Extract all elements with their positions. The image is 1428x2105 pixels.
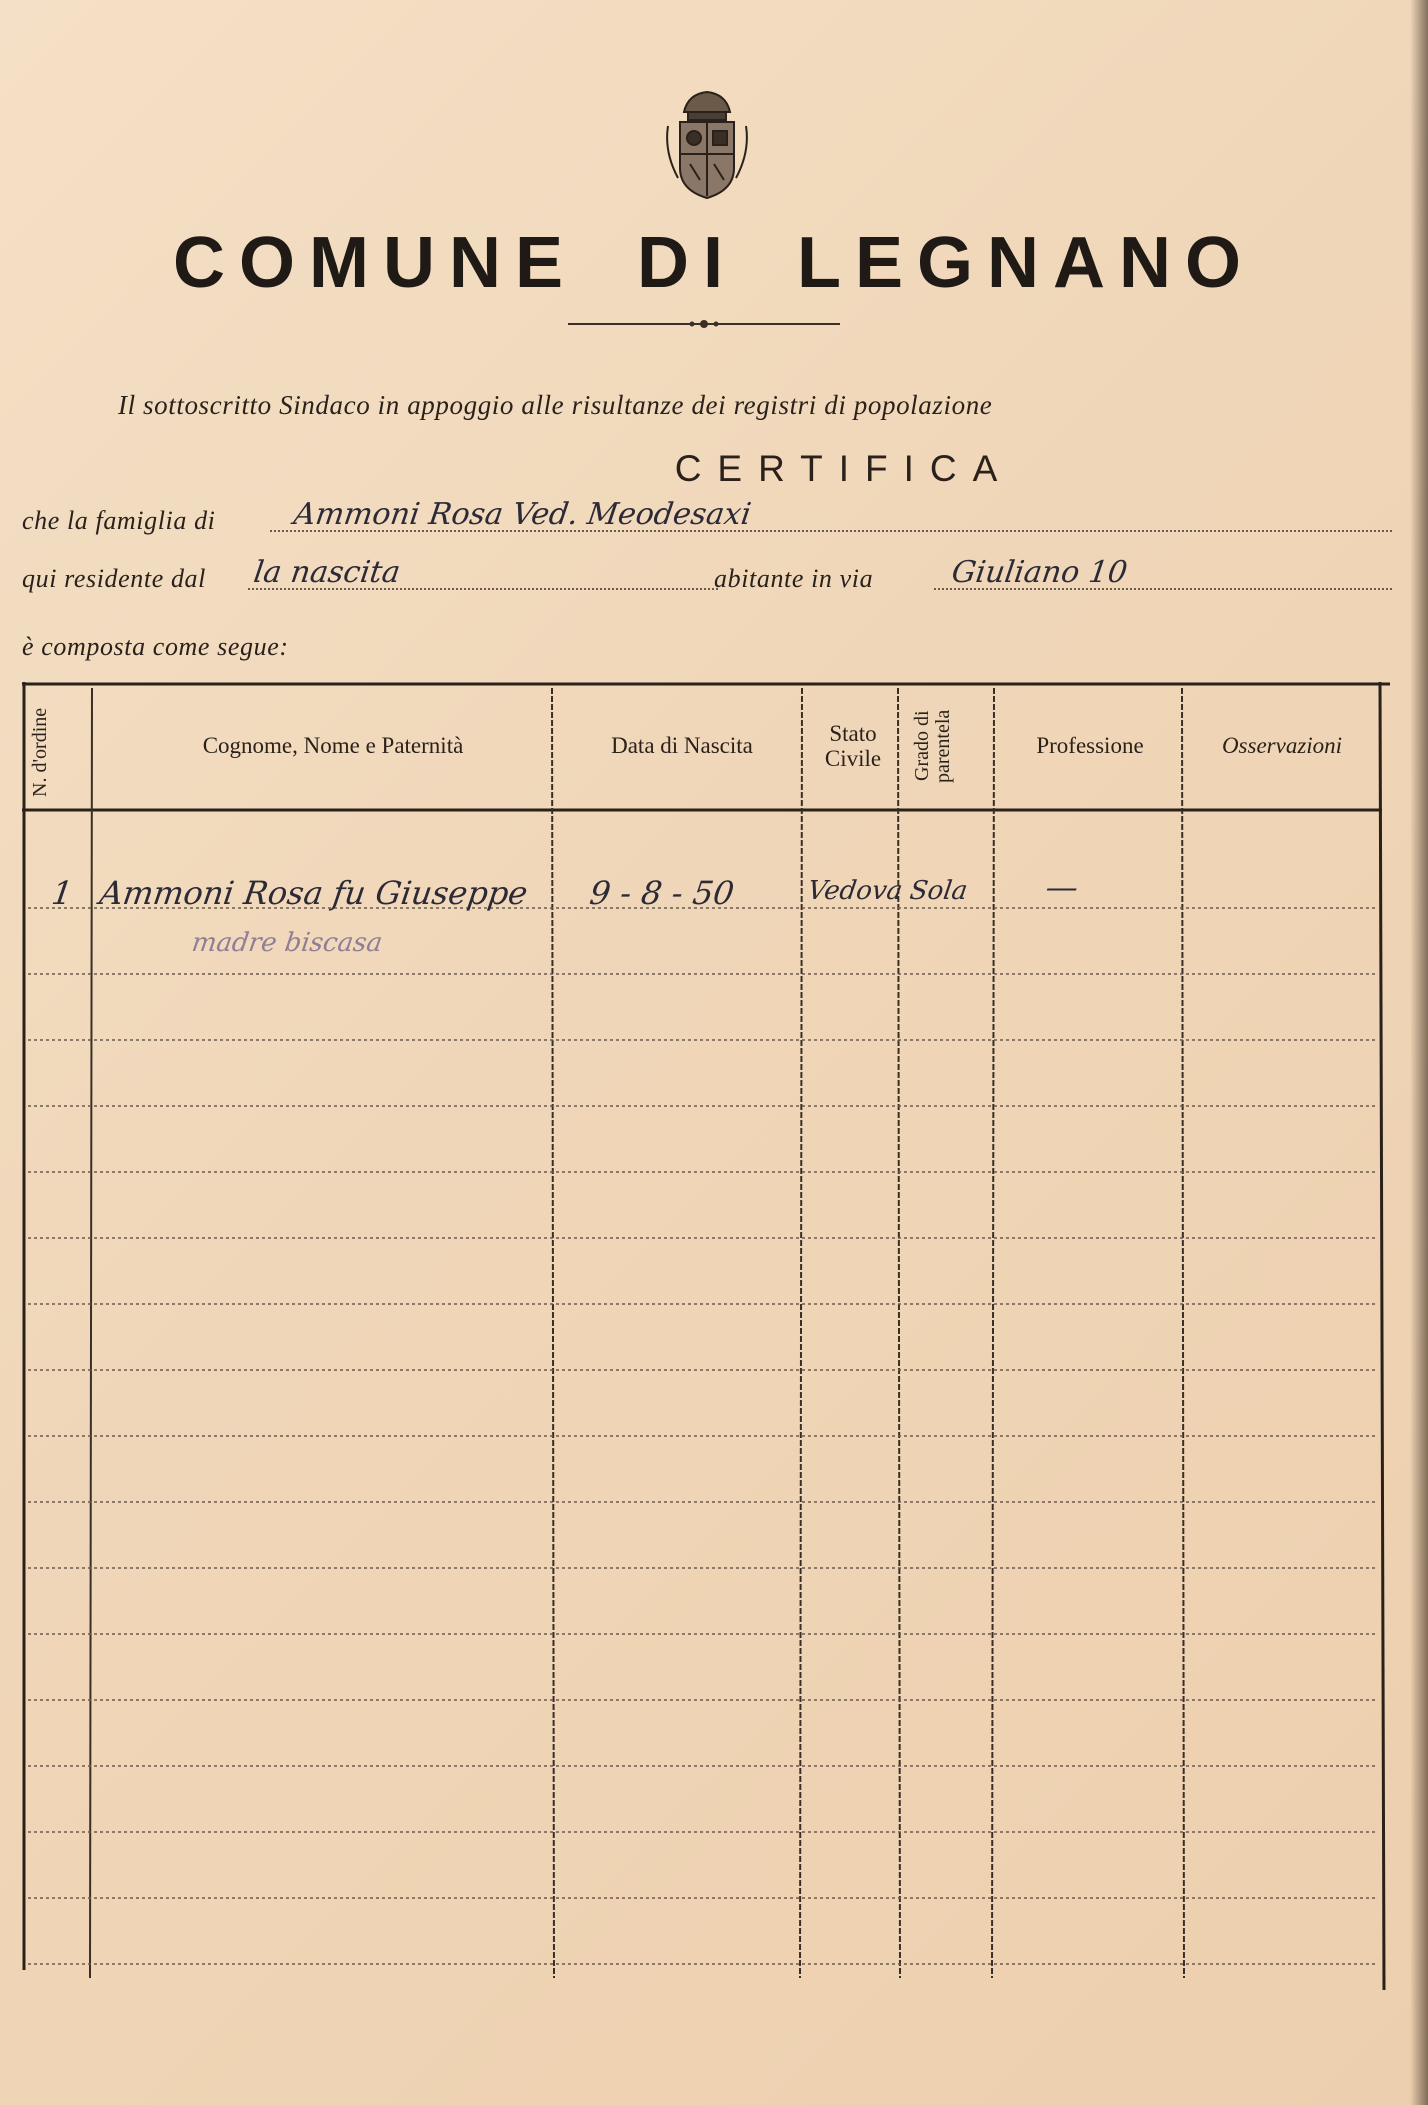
- residente-label: qui residente dal: [22, 564, 206, 593]
- row1-number: 1: [49, 874, 76, 912]
- row1-civil-status: Vedova: [805, 876, 905, 906]
- column-divider: [90, 688, 92, 1978]
- column-divider: [1182, 688, 1184, 1978]
- municipal-crest-icon: [658, 82, 756, 204]
- header-grado: Grado di parentela: [911, 709, 954, 783]
- famiglia-value: Ammoni Rosa Ved. Meodesaxi: [291, 497, 754, 532]
- famiglia-label: che la famiglia di: [22, 506, 216, 535]
- table-right-border: [1380, 682, 1384, 1990]
- column-divider: [992, 688, 994, 1978]
- row1-kinship: Sola: [907, 876, 970, 906]
- row1-profession: —: [1043, 868, 1081, 906]
- header-professione: Professione: [1036, 733, 1144, 759]
- column-divider: [552, 688, 554, 1978]
- residente-row: [22, 555, 1392, 598]
- page-edge-shadow: [1410, 0, 1428, 2105]
- header-osservazioni: Osservazioni: [1221, 733, 1343, 759]
- header-data-nascita: Data di Nascita: [611, 733, 753, 759]
- certifica-heading: CERTIFICA: [674, 448, 1014, 489]
- header-n-ordine: N. d'ordine: [29, 707, 51, 797]
- page-title: COMUNE DI LEGNANO: [173, 223, 1255, 303]
- residente-value: la nascita: [251, 555, 403, 590]
- composta-label: è composta come segue:: [22, 632, 289, 661]
- header-stato-civile: Stato Civile: [824, 720, 882, 771]
- intro-text: Il sottoscritto Sindaco in appoggio alle risultanze dei registri di popolazione: [118, 390, 993, 420]
- composta-row: [22, 626, 1392, 666]
- family-table: [22, 682, 1390, 1990]
- famiglia-row: [22, 497, 1392, 540]
- via-value: Giuliano 10: [949, 555, 1130, 590]
- column-divider: [800, 688, 802, 1978]
- title-ornament: [568, 318, 840, 330]
- row1-name-note: madre biscasa: [189, 928, 385, 958]
- row1-birth-date: 9 - 8 - 50: [587, 874, 737, 912]
- header-cognome: Cognome, Nome e Paternità: [202, 733, 464, 759]
- row1-name: Ammoni Rosa fu Giuseppe: [97, 874, 531, 912]
- via-label: abitante in via: [714, 564, 874, 593]
